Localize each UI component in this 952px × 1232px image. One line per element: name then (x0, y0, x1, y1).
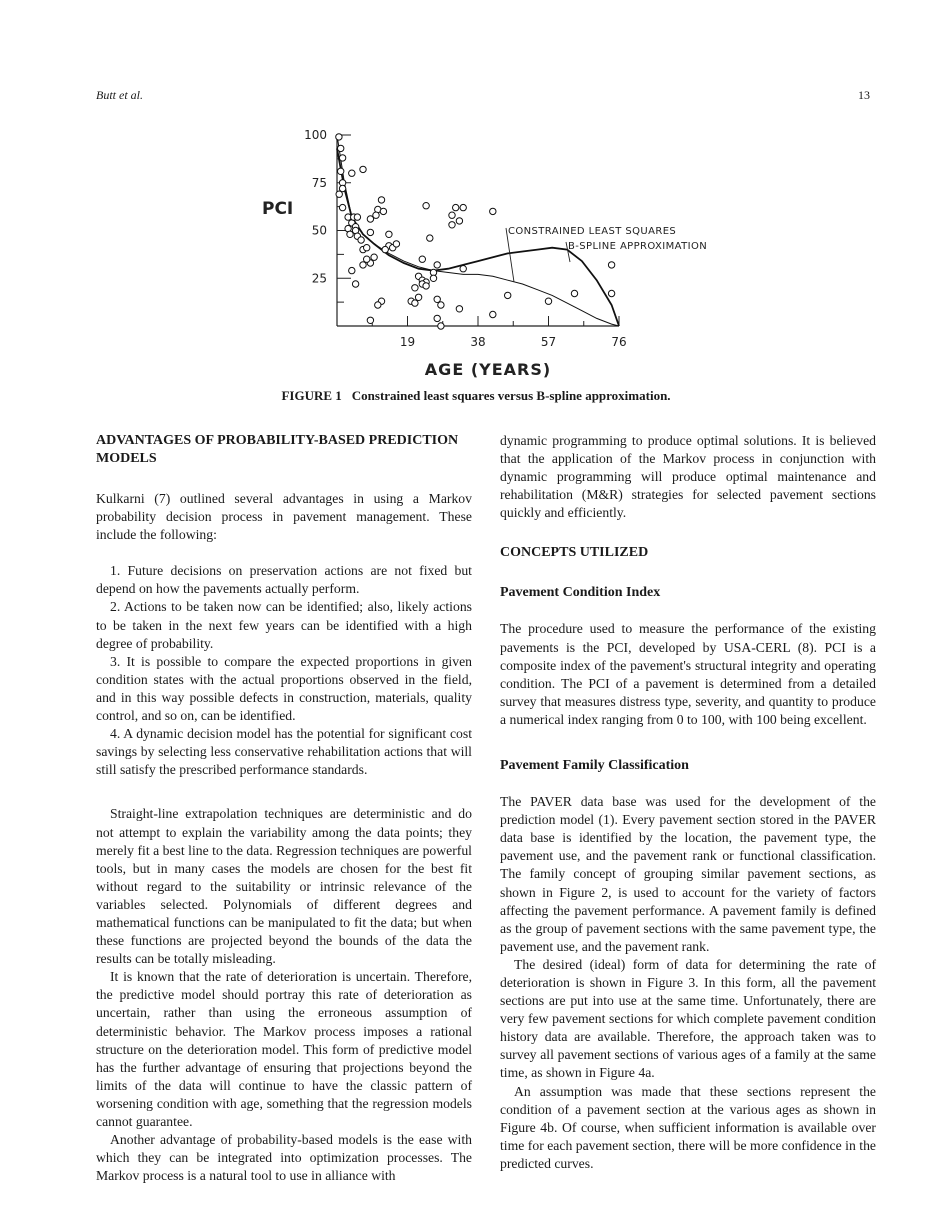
data-point (438, 302, 444, 308)
data-point (354, 214, 360, 220)
paragraph: The desired (ideal) form of data for determining the rate of deterioration is shown in Figure 3. In this form, all the pavement sections are put into use at the same time. Unfortunately, there are very few pavement sections for which complete pavement condition history data are available. Therefore, the approach taken was to survey all pavement sections of various ages of a family at the same time, as shown in Figure 4a. (500, 956, 876, 1081)
data-point (412, 300, 418, 306)
annotation-constrained-least-squares: CONSTRAINED LEAST SQUARES (508, 226, 677, 237)
running-head: Butt et al. (96, 88, 143, 102)
y-tick-label: 75 (311, 175, 327, 190)
data-point (571, 290, 577, 296)
data-point (360, 262, 366, 268)
data-point (339, 155, 345, 161)
data-point (360, 166, 366, 172)
figure-chart (250, 122, 720, 384)
x-tick-label: 57 (540, 335, 557, 349)
data-point (338, 168, 344, 174)
data-point (364, 245, 370, 251)
data-point (453, 204, 459, 210)
paragraph: dynamic programming to produce optimal solutions. It is believed that the application of the Markov process in conjunction with dynamic programming will produce optimal maintenance and rehabilitation (M&R) strategies for selected pavement sections quickly and efficiently. (500, 433, 876, 521)
data-point (434, 296, 440, 302)
data-point (545, 298, 551, 304)
data-point (423, 283, 429, 289)
data-point (490, 208, 496, 214)
data-point (364, 256, 370, 262)
figure-caption-text: Constrained least squares versus B-spline approximation. (351, 388, 671, 403)
data-point (393, 241, 399, 247)
subsection-heading-family: Pavement Family Classification (500, 758, 689, 774)
paragraph: Another advantage of probability-based models is the ease with which they can be integrated into optimization processes. The Markov process is a natural tool to use in alliance with (96, 1132, 472, 1184)
paragraph: It is known that the rate of deterioration is uncertain. Therefore, the predictive model should portray this rate of deterioration as uncertain, rather than using the erroneous assumption of deterministic behavior. The Markov process imposes a rational structure on the deterioration model. This form of predictive model has the further advantage of ensuring that projections beyond the limits of the data will continue to have the classic pattern of worsening condition with age, something that the regression models cannot guarantee. (96, 969, 472, 1129)
data-point (373, 212, 379, 218)
data-point (336, 134, 342, 140)
data-point (415, 294, 421, 300)
data-point (434, 262, 440, 268)
list-item: 4. A dynamic decision model has the potential for significant cost savings by selecting less conservative rehabilitation actions that will still satisfy the prescribed performance standards. (96, 726, 472, 778)
data-point (349, 267, 355, 273)
list-item: 3. It is possible to compare the expected proportions in given condition states with the actual proportions observed in the field, and in this way possible defects in construction, materials, quality control, and so on, can be identified. (96, 653, 472, 724)
paragraph: An assumption was made that these sections represent the condition of a pavement section at the various ages as shown in Figure 4b. Of course, when sufficient information is available over time for each pavement section, there will be more confidence in the predicted curves. (500, 1083, 876, 1171)
chart-axes (304, 128, 627, 349)
data-point (371, 254, 377, 260)
data-point (352, 281, 358, 287)
left-column (96, 432, 472, 1185)
chart-labels (262, 199, 707, 379)
data-point (608, 290, 614, 296)
data-point (358, 237, 364, 243)
right-column (500, 432, 876, 1173)
data-point (449, 222, 455, 228)
data-point (456, 218, 462, 224)
annotation-b-spline: B-SPLINE APPROXIMATION (568, 241, 708, 252)
x-tick-label: 76 (611, 335, 627, 349)
data-point (367, 216, 373, 222)
data-point (378, 197, 384, 203)
data-point (349, 170, 355, 176)
data-point (434, 315, 440, 321)
data-point (412, 285, 418, 291)
data-point (456, 306, 462, 312)
data-point (460, 204, 466, 210)
data-point (460, 266, 466, 272)
x-tick-label: 19 (399, 335, 416, 349)
data-point (449, 212, 455, 218)
paragraph: The PAVER data base was used for the development of the prediction model (1). Every pavement section stored in the PAVER data base is identified by the location, the pavement type, the pavement use, and the pavement rank or functional classification. The family concept of grouping similar pavement sections, as shown in Figure 2, is used to account for the variety of factors affecting the pavement performance. A pavement family is defined as the group of pavement sections with the same pavement type, the pavement use, and the pavement rank. (500, 794, 876, 954)
y-axis-title: PCI (262, 199, 294, 219)
data-point (380, 208, 386, 214)
figure-caption (0, 388, 952, 404)
data-point (419, 256, 425, 262)
x-tick-label: 38 (470, 335, 486, 349)
figure-caption-label: FIGURE 1 (281, 388, 342, 403)
data-point (423, 203, 429, 209)
data-point (367, 317, 373, 323)
data-point (339, 185, 345, 191)
data-point (382, 246, 388, 252)
data-point (427, 235, 433, 241)
y-tick-label: 100 (304, 128, 327, 142)
y-tick-label: 50 (311, 223, 327, 238)
x-axis-title: AGE (YEARS) (424, 360, 552, 379)
data-point (430, 275, 436, 281)
data-point (338, 145, 344, 151)
section-heading-advantages: ADVANTAGES OF PROBABILITY-BASED PREDICTION MODELS (96, 433, 459, 466)
data-point (505, 292, 511, 298)
list-item: 2. Actions to be taken now can be identified; also, likely actions to be taken in the next few years can be identified with a high degree of probability. (96, 599, 472, 651)
page-number: 13 (858, 88, 870, 102)
data-point (386, 231, 392, 237)
data-point (339, 204, 345, 210)
list-item: 1. Future decisions on preservation actions are not fixed but depend on how the pavements actually perform. (96, 563, 472, 597)
data-point (490, 311, 496, 317)
data-point (347, 231, 353, 237)
subsection-heading-pci: Pavement Condition Index (500, 585, 661, 601)
data-point (608, 262, 614, 268)
y-tick-label: 25 (311, 271, 327, 286)
data-point (367, 229, 373, 235)
data-point (438, 323, 444, 329)
paragraph: Straight-line extrapolation techniques are deterministic and do not attempt to explain the variability among the data points; they merely fit a best line to the data. Regression techniques are powerful tools, but in many cases the models are chosen for the best fit without regard to the suitability or intrinsic relevance of the variables selected. Polynomials of different degrees and mathematical functions can be manipulated to fit the data; but when these functions are projected beyond the bounds of the data the results can be totally misleading. (96, 806, 472, 967)
paragraph: The procedure used to measure the performance of the existing pavements is the PCI, developed by USA-CERL (8). PCI is a composite index of the pavement's structural integrity and operating condition. The PCI of a pavement is determined from a detailed survey that measures distress type, severity, and quantity to produce a numerical index ranging from 0 to 100, with 100 being excellent. (500, 621, 876, 727)
data-point (375, 302, 381, 308)
section-heading-concepts: CONCEPTS UTILIZED (500, 545, 649, 561)
paragraph: Kulkarni (7) outlined several advantages in using a Markov probability decision process in pavement management. These include the following: (96, 491, 472, 543)
